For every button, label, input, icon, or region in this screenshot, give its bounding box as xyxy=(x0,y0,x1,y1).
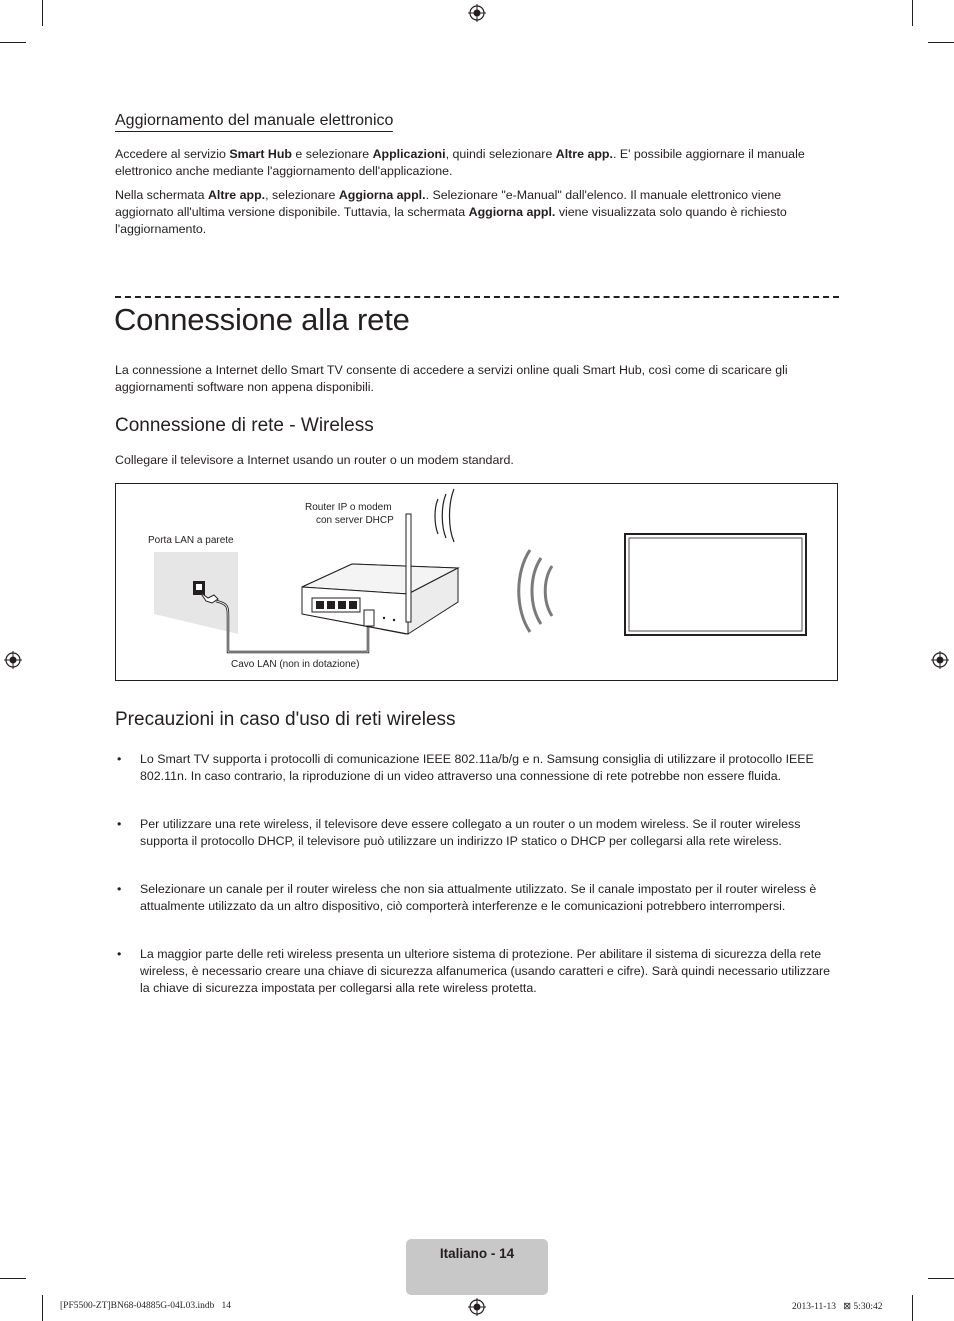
crop-mark xyxy=(42,1295,43,1321)
update-paragraph-1 xyxy=(115,146,837,180)
router-signal-icon xyxy=(435,489,454,542)
wireless-instruction: Collegare il televisore a Internet usando un router o un modem standard. xyxy=(115,453,514,467)
text-run: Accedere al servizio xyxy=(115,147,230,161)
router-label-1: Router IP o modem xyxy=(305,502,392,513)
ui-term: Altre app. xyxy=(207,188,266,202)
page-number: Italiano - 14 xyxy=(439,1246,515,1261)
ui-term: Smart Hub xyxy=(229,147,292,161)
network-diagram xyxy=(115,483,838,681)
footer-file-info: [PF5500-ZT]BN68-04885G-04L03.indb 14 xyxy=(60,1301,231,1311)
page-title: Connessione alla rete xyxy=(114,302,410,337)
crop-mark xyxy=(912,1295,913,1321)
crop-mark xyxy=(42,0,43,26)
text-run: , quindi selezionare xyxy=(445,147,556,161)
ui-term: Aggiorna appl. xyxy=(468,205,556,219)
wall-port-label: Porta LAN a parete xyxy=(148,535,234,546)
router-label-2: con server DHCP xyxy=(316,515,394,526)
registration-mark-icon xyxy=(4,651,22,669)
intro-paragraph: La connessione a Internet dello Smart TV consente di accedere a servizi online quali Smart Hub, così come di scaricare gli aggiornamenti software non appena disponibili. xyxy=(115,363,788,394)
crop-mark xyxy=(0,1278,26,1279)
bullet: • xyxy=(117,882,122,896)
list-item-text: Lo Smart TV supporta i protocolli di comunicazione IEEE 802.11a/b/g e n. Samsung consiglia di utilizzare il protocollo IEEE 802.11n. In caso contrario, la riproduzione di un video attraverso una connessione di rete potrebbe non essere fluida. xyxy=(140,752,814,783)
list-item-text: La maggior parte delle reti wireless presenta un ulteriore sistema di protezione. Per abilitare il sistema di sicurezza della rete wireless, è necessario creare una chiave di sicurezza alfanumerica (usando caratteri e cifre). Sarà quindi necessario utilizzare la chiave di sicurezza impostata per collegarsi alla rete wireless protetta. xyxy=(140,947,831,995)
footer-timestamp: 2013-11-13 ⊠ 5:30:42 xyxy=(792,1302,883,1312)
update-paragraph-2 xyxy=(115,187,837,238)
precautions-section-title: Precauzioni in caso d'uso di reti wireless xyxy=(115,709,456,730)
wireless-section-title: Connessione di rete - Wireless xyxy=(115,415,374,436)
crop-mark xyxy=(0,42,26,43)
ui-term: Aggiorna appl. xyxy=(338,188,426,202)
bullet: • xyxy=(117,817,122,831)
registration-mark-icon xyxy=(468,1298,486,1316)
crop-mark xyxy=(928,1278,954,1279)
update-section-title: Aggiornamento del manuale elettronico xyxy=(115,112,393,132)
text-run: viene visualizzata solo quando è richiesto l'aggiornamento. xyxy=(115,205,787,236)
bullet: • xyxy=(117,752,122,766)
network-diagram-illustration xyxy=(116,484,837,680)
section-divider xyxy=(115,296,839,298)
list-item-text: Per utilizzare una rete wireless, il televisore deve essere collegato a un router o un modem wireless. Se il router wireless supporta il protocollo DHCP, il televisore può utilizzare un indirizzo IP statico o DHCP per collegarsi alla rete wireless. xyxy=(140,817,801,848)
registration-mark-icon xyxy=(931,651,949,669)
bullet: • xyxy=(117,947,122,961)
cable-label: Cavo LAN (non in dotazione) xyxy=(231,659,360,670)
registration-mark-icon xyxy=(468,4,486,22)
ui-term: Altre app. xyxy=(555,147,613,161)
text-run: e selezionare xyxy=(291,147,373,161)
ui-term: Applicazioni xyxy=(372,147,446,161)
wireless-signal-icon xyxy=(519,550,552,632)
text-run: . Selezionare "e-Manual" dall'elenco. Il manuale elettronico viene aggiornato all'ultima versione disponibile. Tuttavia, la schermata xyxy=(115,188,782,219)
list-item-text: Selezionare un canale per il router wireless che non sia attualmente utilizzato. Se il canale impostato per il router wireless è attualmente utilizzato da un altro dispositivo, ciò comporterà interferenze e le comunicazioni potrebbero interrompersi. xyxy=(140,882,817,913)
crop-mark xyxy=(928,42,954,43)
text-run: , selezionare xyxy=(265,188,339,202)
text-run: Nella schermata xyxy=(115,188,208,202)
crop-mark xyxy=(912,0,913,26)
text-run: . E' possibile aggiornare il manuale elettronico anche mediante l'aggiornamento dell'applicazione. xyxy=(115,147,805,178)
router-icon xyxy=(302,514,458,634)
tv-icon xyxy=(625,534,806,635)
